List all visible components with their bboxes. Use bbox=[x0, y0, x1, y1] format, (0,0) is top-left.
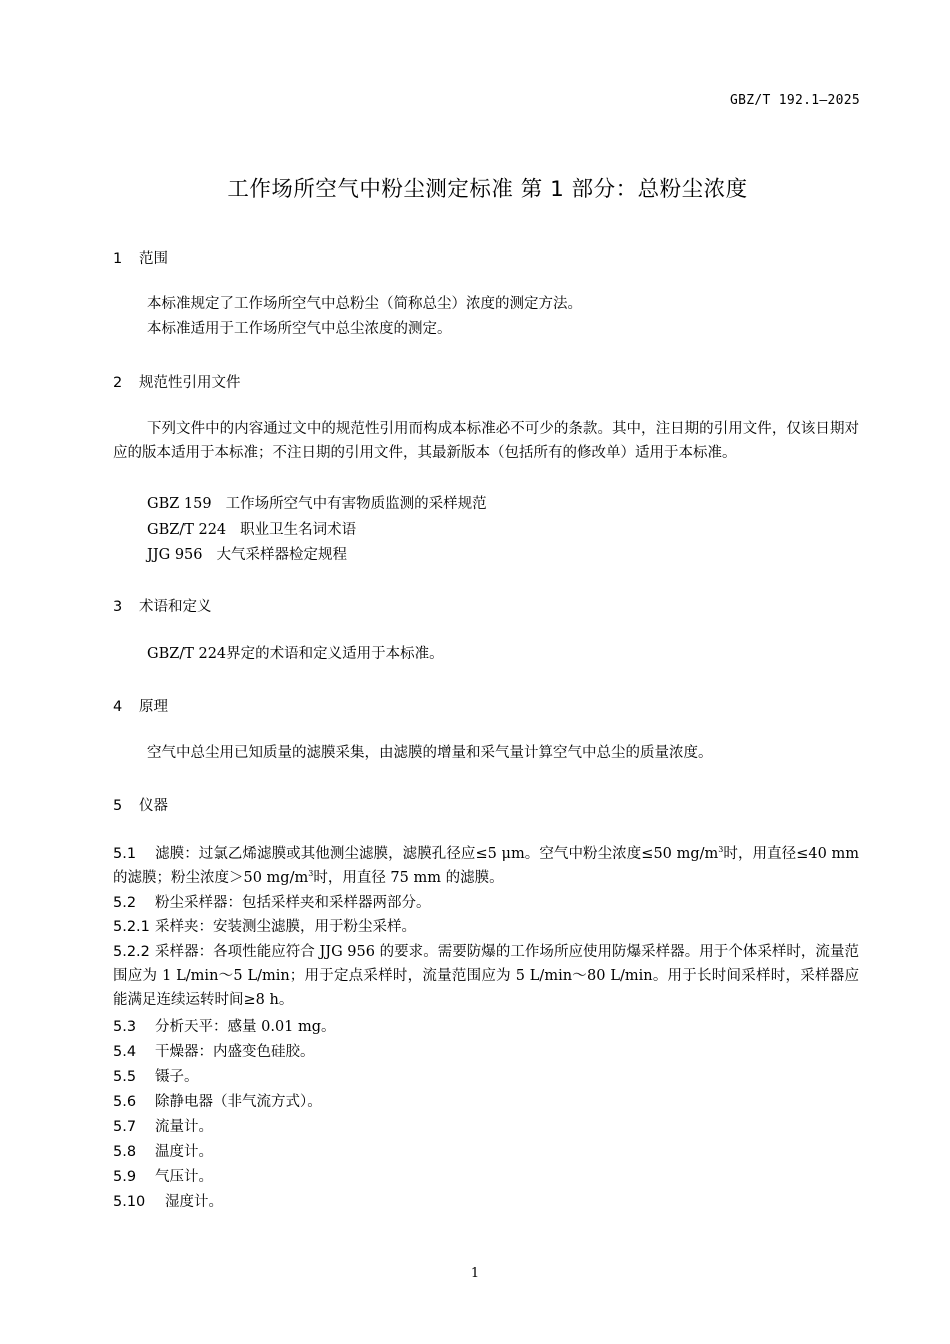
section-title: 原理 bbox=[139, 699, 168, 715]
clause-text: 流量计。 bbox=[155, 1119, 213, 1135]
section-4-heading bbox=[113, 695, 168, 716]
clause-text: 干燥器：内盛变色硅胶。 bbox=[155, 1044, 315, 1060]
reference-item bbox=[147, 492, 487, 513]
superscript: 3 bbox=[718, 845, 724, 855]
section-3-heading bbox=[113, 595, 212, 616]
clause-number: 5.8 bbox=[113, 1144, 137, 1160]
clause-5-8 bbox=[113, 1140, 859, 1164]
clause-5-4 bbox=[113, 1040, 859, 1064]
section-number: 3 bbox=[113, 599, 123, 615]
clause-number: 5.6 bbox=[113, 1094, 137, 1110]
clause-number: 5.2.1 bbox=[113, 919, 150, 935]
section-1-para-2: 本标准适用于工作场所空气中总尘浓度的测定。 bbox=[147, 321, 452, 337]
section-number: 5 bbox=[113, 798, 123, 814]
section-number: 4 bbox=[113, 699, 123, 715]
clause-5-2-2 bbox=[113, 940, 859, 1012]
clause-text: 时，用直径≤40 mm 的滤膜；粉尘浓度＞50 mg/m bbox=[113, 846, 859, 886]
clause-number: 5.4 bbox=[113, 1044, 137, 1060]
section-title: 术语和定义 bbox=[139, 599, 212, 615]
clause-text: 气压计。 bbox=[155, 1169, 213, 1185]
reference-code: GBZ/T 224 bbox=[147, 522, 227, 538]
section-title: 规范性引用文件 bbox=[139, 375, 241, 391]
standard-code: GBZ/T 192.1—2025 bbox=[729, 93, 860, 108]
clause-number: 5.3 bbox=[113, 1019, 137, 1035]
section-1-para-1: 本标准规定了工作场所空气中总粉尘（简称总尘）浓度的测定方法。 bbox=[147, 296, 582, 312]
reference-code: JJG 956 bbox=[147, 547, 203, 563]
clause-5-1 bbox=[113, 842, 859, 890]
clause-5-3 bbox=[113, 1015, 859, 1039]
reference-name: 大气采样器检定规程 bbox=[216, 547, 347, 563]
clause-text: 分析天平：感量 0.01 mg。 bbox=[155, 1019, 336, 1035]
clause-5-2 bbox=[113, 891, 859, 915]
superscript: 3 bbox=[308, 869, 314, 879]
clause-number: 5.5 bbox=[113, 1069, 137, 1085]
section-4-para: 空气中总尘用已知质量的滤膜采集，由滤膜的增量和采气量计算空气中总尘的质量浓度。 bbox=[147, 745, 713, 761]
section-3-para: GBZ/T 224界定的术语和定义适用于本标准。 bbox=[147, 646, 444, 662]
clause-text: 采样器：各项性能应符合 JJG 956 的要求。需要防爆的工作场所应使用防爆采样器。用于个体采样时，流量范围应为 1 L/min～5 L/min；用于定点采样时，流量范围应为 5 L/min～80 L/min。用于长时间采样时，采样器应能满足连续运转时间≥8 h。 bbox=[113, 944, 859, 1008]
clause-text: 镊子。 bbox=[155, 1069, 199, 1085]
document-title: 工作场所空气中粉尘测定标准 第 1 部分：总粉尘浓度 bbox=[227, 177, 748, 202]
clause-5-9 bbox=[113, 1165, 859, 1189]
section-number: 2 bbox=[113, 375, 123, 391]
clause-text: 除静电器（非气流方式）。 bbox=[155, 1094, 322, 1110]
section-1-heading bbox=[113, 247, 168, 268]
reference-item bbox=[147, 543, 347, 564]
page-number: 1 bbox=[470, 1266, 480, 1281]
clause-number: 5.2 bbox=[113, 895, 137, 911]
clause-number: 5.10 bbox=[113, 1194, 146, 1210]
clause-5-7 bbox=[113, 1115, 859, 1139]
clause-text: 湿度计。 bbox=[165, 1194, 223, 1210]
clause-text: 滤膜：过氯乙烯滤膜或其他测尘滤膜，滤膜孔径应≤5 μm。空气中粉尘浓度≤50 mg/m bbox=[155, 846, 719, 862]
reference-name: 职业卫生名词术语 bbox=[240, 522, 357, 538]
clause-5-10 bbox=[113, 1190, 859, 1214]
clause-number: 5.1 bbox=[113, 846, 137, 862]
clause-text: 采样夹：安装测尘滤膜，用于粉尘采样。 bbox=[155, 919, 416, 935]
section-title: 仪器 bbox=[139, 798, 168, 814]
clause-text: 温度计。 bbox=[155, 1144, 213, 1160]
reference-name: 工作场所空气中有害物质监测的采样规范 bbox=[225, 496, 487, 512]
section-5-heading bbox=[113, 794, 168, 815]
section-2-para: 下列文件中的内容通过文中的规范性引用而构成本标准必不可少的条款。其中，注日期的引用文件，仅该日期对应的版本适用于本标准；不注日期的引用文件，其最新版本（包括所有的修改单）适用于本标准。 bbox=[113, 421, 859, 461]
reference-code: GBZ 159 bbox=[147, 496, 212, 512]
clause-text: 粉尘采样器：包括采样夹和采样器两部分。 bbox=[155, 895, 431, 911]
clause-5-2-1 bbox=[113, 915, 859, 939]
clause-text: 时，用直径 75 mm 的滤膜。 bbox=[313, 870, 504, 886]
section-number: 1 bbox=[113, 251, 123, 267]
clause-5-6 bbox=[113, 1090, 859, 1114]
clause-number: 5.2.2 bbox=[113, 944, 150, 960]
section-title: 范围 bbox=[139, 251, 168, 267]
section-2-heading bbox=[113, 371, 241, 392]
clause-number: 5.7 bbox=[113, 1119, 137, 1135]
clause-5-5 bbox=[113, 1065, 859, 1089]
clause-number: 5.9 bbox=[113, 1169, 137, 1185]
reference-item bbox=[147, 518, 356, 539]
